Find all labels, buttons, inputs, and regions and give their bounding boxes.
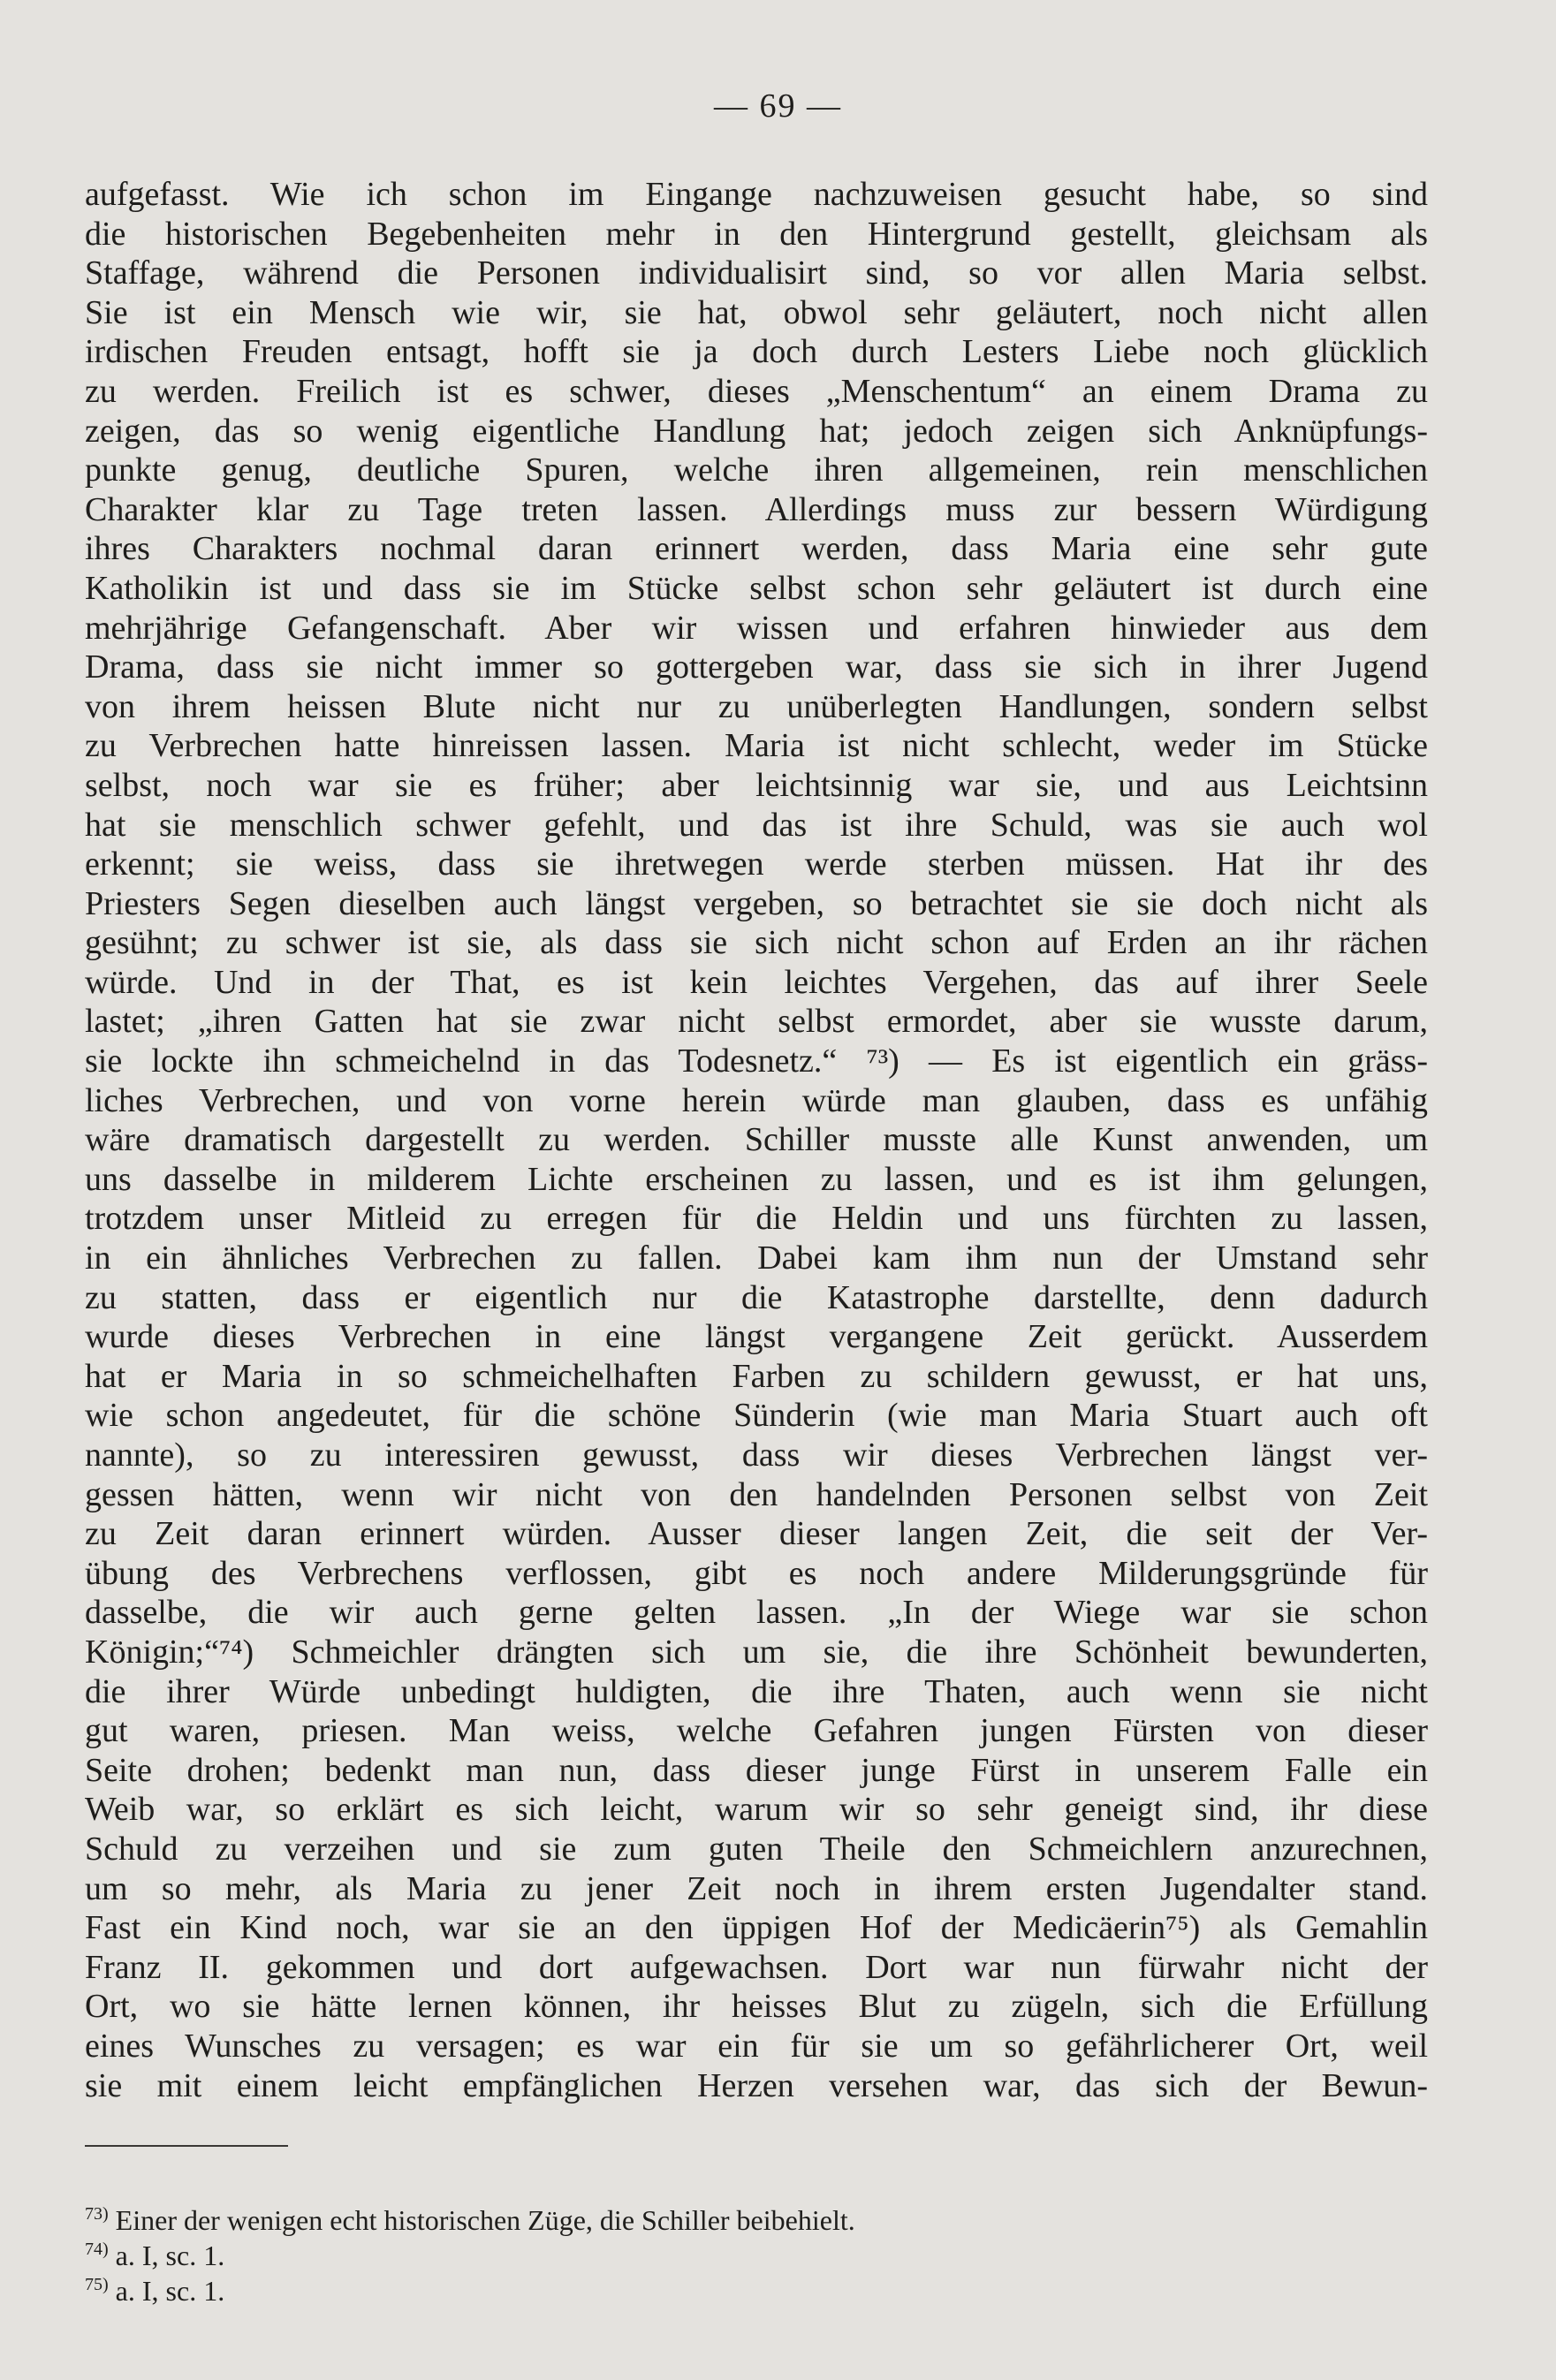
text-line: aufgefasst. Wie ich schon im Eingange nachzuweisen gesucht habe, so sind <box>85 176 1428 213</box>
text-line: erkennt; sie weiss, dass sie ihretwegen werde sterben müssen. Hat ihr des <box>85 845 1428 883</box>
text-line: zu Verbrechen hatte hinreissen lassen. Maria ist nicht schlecht, weder im Stücke <box>85 727 1428 765</box>
footnote-75 <box>85 2267 1145 2307</box>
text-line: nannte), so zu interessiren gewusst, dass wir dieses Verbrechen längst ver- <box>85 1436 1428 1474</box>
text-line: Ort, wo sie hätte lernen können, ihr heisses Blut zu zügeln, sich die Erfüllung <box>85 1988 1428 2026</box>
text-line: Weib war, so erklärt es sich leicht, warum wir so sehr geneigt sind, ihr diese <box>85 1791 1428 1829</box>
text-line: Katholikin ist und dass sie im Stücke selbst schon sehr geläutert ist durch eine <box>85 569 1428 607</box>
footnote-74 <box>85 2232 1145 2271</box>
text-line: die ihrer Würde unbedingt huldigten, die ihre Thaten, auch wenn sie nicht <box>85 1672 1428 1710</box>
text-line: eines Wunsches zu versagen; es war ein für sie um so gefährlicherer Ort, weil <box>85 2027 1428 2065</box>
text-line: gut waren, priesen. Man weiss, welche Gefahren jungen Fürsten von dieser <box>85 1712 1428 1750</box>
text-line: Staffage, während die Personen individualisirt sind, so vor allen Maria selbst. <box>85 254 1428 292</box>
text-line: punkte genug, deutliche Spuren, welche ihren allgemeinen, rein menschlichen <box>85 451 1428 489</box>
footnote-mark: 75) <box>85 2275 109 2294</box>
footnote-text: a. I, sc. 1. <box>115 2275 225 2307</box>
text-line: übung des Verbrechens verflossen, gibt es noch andere Milderungsgründe für <box>85 1554 1428 1592</box>
text-line: wäre dramatisch dargestellt zu werden. Schiller musste alle Kunst anwenden, um <box>85 1121 1428 1159</box>
text-line: in ein ähnliches Verbrechen zu fallen. Dabei kam ihm nun der Umstand sehr <box>85 1239 1428 1277</box>
text-line: von ihrem heissen Blute nicht nur zu unüberlegten Handlungen, sondern selbst <box>85 687 1428 725</box>
text-line: um so mehr, als Maria zu jener Zeit noch in ihrem ersten Jugendalter stand. <box>85 1869 1428 1907</box>
text-line: hat er Maria in so schmeichelhaften Farben zu schildern gewusst, er hat uns, <box>85 1357 1428 1395</box>
text-line: zu statten, dass er eigentlich nur die Katastrophe darstellte, denn dadurch <box>85 1278 1428 1316</box>
footnote-text: Einer der wenigen echt historischen Züge, die Schiller beibehielt. <box>115 2204 855 2236</box>
text-line: sie mit einem leicht empfänglichen Herzen versehen war, das sich der Bewun- <box>85 2066 1428 2104</box>
text-line: mehrjährige Gefangenschaft. Aber wir wissen und erfahren hinwieder aus dem <box>85 609 1428 647</box>
text-line: liches Verbrechen, und von vorne herein würde man glauben, dass es unfähig <box>85 1081 1428 1119</box>
text-line: Schuld zu verzeihen und sie zum guten Theile den Schmeichlern anzurechnen, <box>85 1830 1428 1868</box>
footnote-mark: 73) <box>85 2204 109 2224</box>
text-line: dasselbe, die wir auch gerne gelten lassen. „In der Wiege war sie schon <box>85 1594 1428 1632</box>
text-line: uns dasselbe in milderem Lichte erscheinen zu lassen, und es ist ihm gelungen, <box>85 1160 1428 1198</box>
text-line: irdischen Freuden entsagt, hofft sie ja doch durch Lesters Liebe noch glücklich <box>85 333 1428 371</box>
footnote-text: a. I, sc. 1. <box>115 2240 225 2271</box>
footnotes <box>85 2196 1145 2307</box>
text-line: gessen hätten, wenn wir nicht von den handelnden Personen selbst von Zeit <box>85 1475 1428 1513</box>
text-line: zeigen, das so wenig eigentliche Handlung hat; jedoch zeigen sich Anknüpfungs- <box>85 412 1428 450</box>
text-line: Seite drohen; bedenkt man nun, dass dieser junge Fürst in unserem Falle ein <box>85 1751 1428 1789</box>
text-line: wie schon angedeutet, für die schöne Sünderin (wie man Maria Stuart auch oft <box>85 1397 1428 1435</box>
body-text <box>85 175 1428 2105</box>
text-line: Franz II. gekommen und dort aufgewachsen. Dort war nun fürwahr nicht der <box>85 1948 1428 1986</box>
text-line: selbst, noch war sie es früher; aber leichtsinnig war sie, und aus Leichtsinn <box>85 766 1428 804</box>
text-line: sie lockte ihn schmeichelnd in das Todesnetz.“ ⁷³) — Es ist eigentlich ein gräss- <box>85 1042 1428 1080</box>
text-line: die historischen Begebenheiten mehr in den Hintergrund gestellt, gleichsam als <box>85 215 1428 253</box>
text-line: trotzdem unser Mitleid zu erregen für die Heldin und uns fürchten zu lassen, <box>85 1200 1428 1238</box>
text-line: ihres Charakters nochmal daran erinnert werden, dass Maria eine sehr gute <box>85 530 1428 568</box>
text-line: gesühnt; zu schwer ist sie, als dass sie sich nicht schon auf Erden an ihr rächen <box>85 924 1428 962</box>
footnote-mark: 74) <box>85 2240 109 2259</box>
text-line: Königin;“⁷⁴) Schmeichler drängten sich um sie, die ihre Schönheit bewunderten, <box>85 1633 1428 1671</box>
text-line: Charakter klar zu Tage treten lassen. Allerdings muss zur bessern Würdigung <box>85 490 1428 528</box>
text-line: Drama, dass sie nicht immer so gottergeben war, dass sie sich in ihrer Jugend <box>85 648 1428 686</box>
text-line: hat sie menschlich schwer gefehlt, und das ist ihre Schuld, was sie auch wol <box>85 806 1428 844</box>
text-line: Fast ein Kind noch, war sie an den üppigen Hof der Medicäerin⁷⁵) als Gemahlin <box>85 1909 1428 1947</box>
text-line: zu Zeit daran erinnert würden. Ausser dieser langen Zeit, die seit der Ver- <box>85 1515 1428 1553</box>
footnote-separator <box>85 2145 288 2147</box>
text-line: lastet; „ihren Gatten hat sie zwar nicht selbst ermordet, aber sie wusste darum, <box>85 1003 1428 1041</box>
page-number: — 69 — <box>714 87 842 125</box>
text-line: Sie ist ein Mensch wie wir, sie hat, obwol sehr geläutert, noch nicht allen <box>85 293 1428 331</box>
text-line: würde. Und in der That, es ist kein leichtes Vergehen, das auf ihrer Seele <box>85 963 1428 1001</box>
text-line: wurde dieses Verbrechen in eine längst vergangene Zeit gerückt. Ausserdem <box>85 1318 1428 1356</box>
footnote-73 <box>85 2196 1145 2236</box>
text-line: zu werden. Freilich ist es schwer, dieses „Menschentum“ an einem Drama zu <box>85 372 1428 410</box>
text-line: Priesters Segen dieselben auch längst vergeben, so betrachtet sie sie doch nicht als <box>85 884 1428 922</box>
